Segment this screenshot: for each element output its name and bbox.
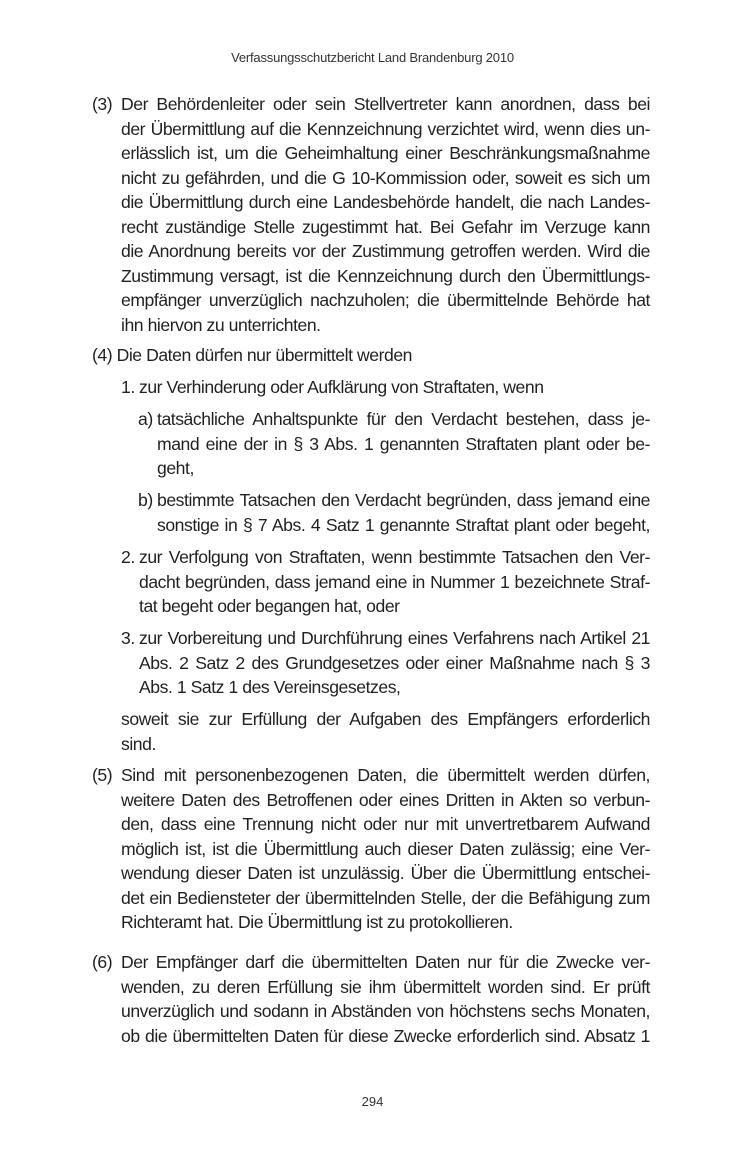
text-line: Der Empfänger darf die übermittelten Daten nur für die Zwecke ver- <box>121 952 650 972</box>
paragraph-intro: (4) Die Daten dürfen nur übermittelt werden <box>92 345 412 365</box>
text-line: Zustimmung versagt, ist die Kennzeichnung durch den Übermittlungs- <box>121 265 650 286</box>
text-line: die Übermittlung durch eine Landesbehörde handelt, die nach Landes- <box>121 192 650 212</box>
text-line: Richteramt hat. Die Übermittlung ist zu protokollieren. <box>121 912 513 932</box>
sublist-marker: b) <box>138 490 153 510</box>
text-line: mand eine der in § 3 Abs. 1 genannten Straftaten plant oder be- <box>157 433 650 454</box>
text-line: die Anordnung bereits vor der Zustimmung getroffen werden. Wird die <box>121 241 650 261</box>
text-line: Sind mit personenbezogenen Daten, die übermittelt werden dürfen, <box>121 765 650 785</box>
text-line: tatsächliche Anhaltspunkte für den Verdacht bestehen, dass je- <box>157 409 650 429</box>
list-marker: 3. <box>121 628 135 648</box>
text-line: ihn hiervon zu unterrichten. <box>121 314 321 335</box>
text-line: zur Vorbereitung und Durchführung eines Verfahrens nach Artikel 21 <box>139 628 650 648</box>
paragraph-marker: (5) <box>92 765 113 785</box>
text-line: Der Behördenleiter oder sein Stellvertreter kann anordnen, dass bei <box>121 94 650 114</box>
sublist-marker: a) <box>138 409 153 429</box>
text-line: recht zuständige Stelle zugestimmt hat. Bei Gefahr im Verzuge kann <box>121 216 650 237</box>
text-line: det ein Bediensteter der übermittelnden Stelle, der die Befähigung zum <box>121 887 650 908</box>
text-line: wenden, zu deren Erfüllung sie ihm übermittelt worden sind. Er prüft <box>121 976 650 997</box>
text-line: soweit sie zur Erfüllung der Aufgaben des Empfängers erforderlich <box>121 709 650 729</box>
text-line: Abs. 1 Satz 1 des Vereinsgesetzes, <box>139 677 401 697</box>
text-line: weitere Daten des Betroffenen oder eines Dritten in Akten so verbun- <box>121 789 650 810</box>
running-header: Verfassungsschutzbericht Land Brandenburg 2010 <box>231 50 514 65</box>
text-line: zur Verfolgung von Straftaten, wenn bestimmte Tatsachen den Ver- <box>139 547 650 567</box>
text-line: empfänger unverzüglich nachzuholen; die übermittelnde Behörde hat <box>121 290 650 310</box>
text-line: geht, <box>157 458 194 478</box>
text-line: ob die übermittelten Daten für diese Zwecke erforderlich sind. Absatz 1 <box>121 1025 650 1046</box>
list-marker: 1. <box>121 377 135 397</box>
text-line: sonstige in § 7 Abs. 4 Satz 1 genannte Straftat plant oder begeht, <box>157 514 650 535</box>
list-marker: 2. <box>121 547 135 567</box>
text-line: unverzüglich und sodann in Abständen von höchstens sechs Monaten, <box>121 1001 650 1021</box>
text-line: Abs. 2 Satz 2 des Grundgesetzes oder einer Maßnahme nach § 3 <box>139 652 650 673</box>
paragraph-marker: (3) <box>92 94 113 114</box>
text-line: der Übermittlung auf die Kennzeichnung verzichtet wird, wenn dies un- <box>121 118 650 139</box>
paragraph-marker: (6) <box>92 952 113 972</box>
text-line: tat begeht oder begangen hat, oder <box>139 596 400 616</box>
text-line: bestimmte Tatsachen den Verdacht begründen, dass jemand eine <box>157 490 650 510</box>
text-line: sind. <box>121 733 156 754</box>
text-line: den, dass eine Trennung nicht oder nur mit unvertretbarem Aufwand <box>121 814 650 834</box>
text-line: nicht zu gefährden, und die G 10-Kommission oder, soweit es sich um <box>121 167 650 188</box>
text-line: erlässlich ist, um die Geheimhaltung einer Beschränkungsmaßnahme <box>121 143 650 163</box>
page-number: 294 <box>361 1094 384 1109</box>
text-line: wendung dieser Daten ist unzulässig. Über die Übermittlung entschei- <box>121 863 650 883</box>
list-item-text: zur Verhinderung oder Aufklärung von Straftaten, wenn <box>139 377 544 397</box>
text-line: möglich ist, ist die Übermittlung auch dieser Daten zulässig; eine Ver- <box>121 838 650 859</box>
text-line: dacht begründen, dass jemand eine in Nummer 1 bezeichnete Straf- <box>139 571 650 592</box>
